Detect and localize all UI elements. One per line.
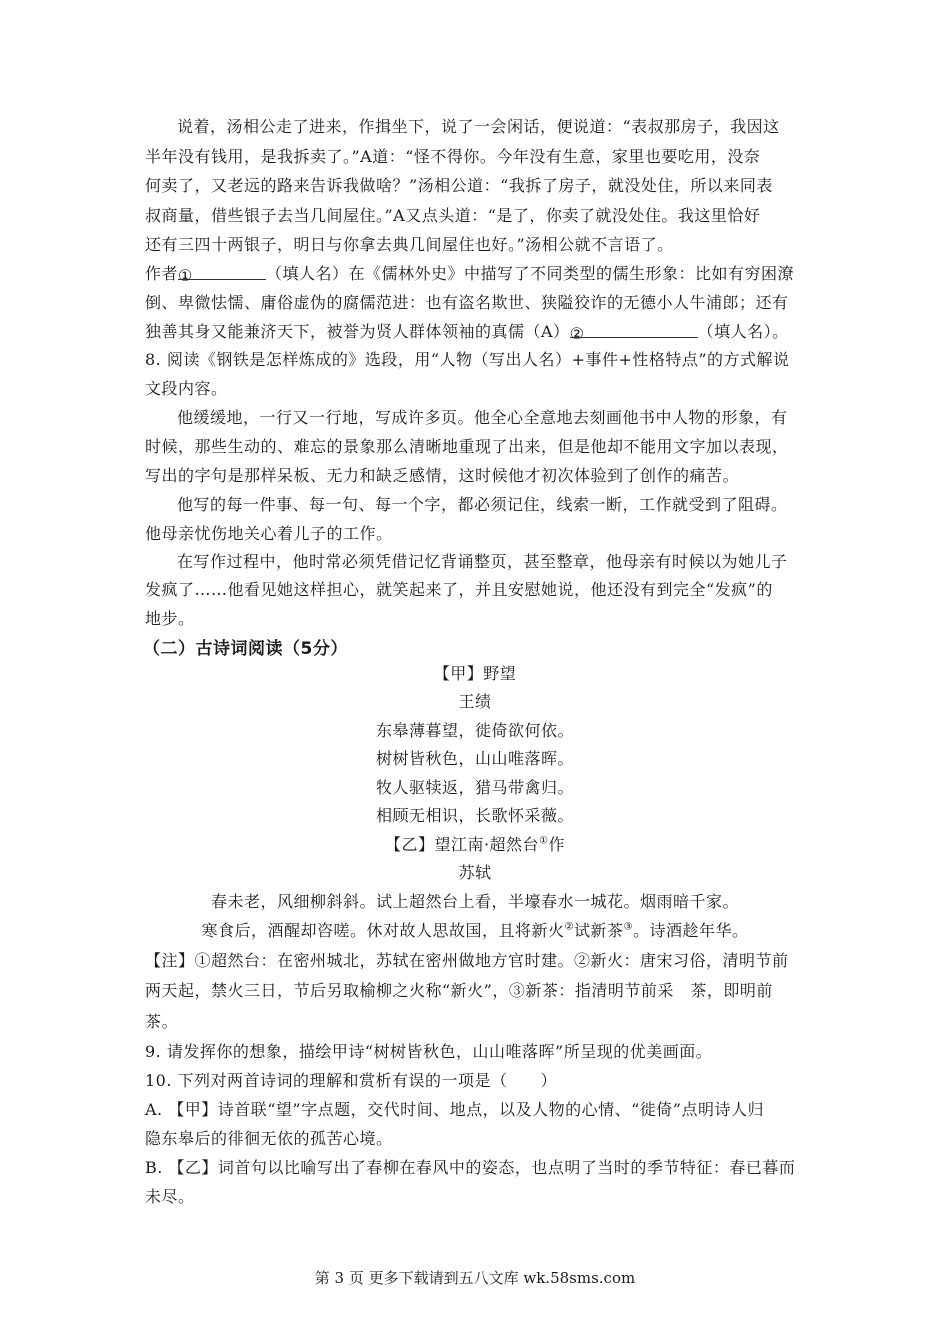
passage-line: 说着，汤相公走了进来，作揖坐下，说了一会闲话，便说道：“表叔那房子，我因这 (177, 117, 780, 136)
note-line: 两天起，禁火三日，节后另取榆柳之火称“新火”，③新茶：指清明节前采 茶，即明前 (145, 981, 773, 1000)
q8-passage-line: 发疯了……他看见她这样担心，就笑起来了，并且安慰她说，他还没有到完全“发疯”的 (145, 580, 773, 599)
answer-blank-1[interactable] (178, 261, 266, 285)
poem-line: 牧人驱犊返，猎马带禽归。 (375, 778, 574, 797)
poem-line: 春未老，风细柳斜斜。试上超然台上看，半壕春水一城花。烟雨暗千家。 (210, 892, 739, 911)
poem-line (0, 916, 950, 946)
blank-marker: ② (569, 324, 585, 343)
poem-line: 东皋薄暮望，徙倚欲何依。 (375, 721, 574, 740)
poem-yi-title (0, 830, 950, 860)
note-line: 茶。 (145, 1012, 179, 1031)
note-mark: ① (539, 835, 549, 847)
q8-question: 文段内容。 (145, 379, 228, 398)
q8-passage-line: 他缓缓地，一行又一行地，写成许多页。他全心全意地去刻画他书中人物的形象，有 (177, 408, 788, 427)
option-b: 未尽。 (145, 1187, 195, 1206)
q7-text: 独善其身又能兼济天下，被誉为贤人群体领袖的真儒（A） (145, 322, 570, 341)
note-line: 【注】①超然台：在密州城北，苏轼在密州做地方官时建。②新火：唐宋习俗，清明节前 (145, 951, 789, 970)
option-b: B. 【乙】词首句以比喻写出了春柳在春风中的姿态，也点明了当时的季节特征：春已暮而 (145, 1158, 796, 1177)
q7-text: 作者 (145, 264, 179, 283)
passage-line: 叔商量，借些银子去当几间屋住。”A又点头道：“是了，你卖了就没处住。我这里恰好 (145, 206, 761, 225)
poem-line: 树树皆秋色，山山唯落晖。 (375, 749, 574, 768)
q8-passage-line: 在写作过程中，他时常必须凭借记忆背诵整页，甚至整章，他母亲有时候以为她儿子 (177, 552, 788, 571)
q8-passage-line: 时候，那些生动的、难忘的景象那么清晰地重现了出来，但是他却不能用文字加以表现， (145, 437, 789, 456)
q8-passage-line: 地步。 (145, 609, 195, 628)
q7-line-1 (145, 259, 794, 289)
q8-question: 8. 阅读《钢铁是怎样炼成的》选段，用“人物（写出人名）+事件+性格特点”的方式解说 (145, 350, 790, 369)
passage-line: 还有三四十两银子，明日与你拿去典几间屋住也好。”汤相公就不言语了。 (145, 235, 674, 254)
note-mark: ② (564, 921, 574, 933)
note-mark: ③ (623, 921, 633, 933)
q7-text: （填人名）在《儒林外史》中描写了不同类型的儒生形象：比如有穷困潦 (266, 264, 795, 283)
poem-yi-author: 苏轼 (458, 863, 492, 882)
q7-line-2: 倒、卑微怯懦、庸俗虚伪的腐儒范进：也有盗名欺世、狭隘狡诈的无德小人牛浦郎；还有 (145, 293, 789, 312)
poem-text: 。诗酒趁年华。 (632, 921, 749, 940)
section-title: （二）古诗词阅读（5分） (143, 639, 348, 659)
answer-blank-2[interactable] (569, 319, 698, 343)
q8-passage-line: 他写的每一件事、每一句、每一个字，都必须记住，线索一断，工作就受到了阻碍。 (177, 495, 788, 514)
q9-question: 9. 请发挥你的想象，描绘甲诗“树树皆秋色，山山唯落晖”所呈现的优美画面。 (145, 1042, 713, 1061)
blank-marker: ① (178, 266, 193, 285)
poem-jia-author: 王绩 (458, 692, 492, 711)
q7-text: （填人名）。 (697, 322, 789, 341)
passage-line: 半年没有钱用，是我拆卖了。”A道：“怪不得你。今年没有生意，家里也要吃用，没奈 (145, 147, 761, 166)
option-a: 隐东皋后的徘徊无依的孤苦心境。 (145, 1129, 393, 1148)
q8-passage-line: 他母亲忧伤地关心着儿子的工作。 (145, 524, 393, 543)
poem-text: 试新茶 (573, 921, 624, 940)
poem-line: 相顾无相识，长歌怀采薇。 (375, 806, 574, 825)
q8-passage-line: 写出的字句是那样呆板、无力和缺乏感情，这时候他才初次体验到了创作的痛苦。 (145, 466, 740, 485)
option-a: A. 【甲】诗首联“望”字点题，交代时间、地点，以及人物的心情、“徙倚”点明诗人归 (145, 1100, 764, 1119)
passage-line: 何卖了，又老远的路来告诉我做啥？”汤相公道：“我拆了房子，就没处住，所以来同表 (145, 176, 773, 195)
poem-yi-title-text: 作 (548, 835, 566, 854)
poem-text: 寒食后，酒醒却咨嗟。休对故人思故国，且将新火 (201, 921, 565, 940)
poem-yi-title-text: 【乙】望江南·超然台 (384, 835, 540, 854)
poem-jia-title: 【甲】野望 (433, 664, 517, 683)
page-footer: 第 3 页 更多下载请到五八文库 wk.58sms.com (314, 1269, 636, 1287)
q10-question: 10. 下列对两首诗词的理解和赏析有误的一项是（ ） (145, 1071, 558, 1090)
q7-line-3 (145, 317, 789, 347)
